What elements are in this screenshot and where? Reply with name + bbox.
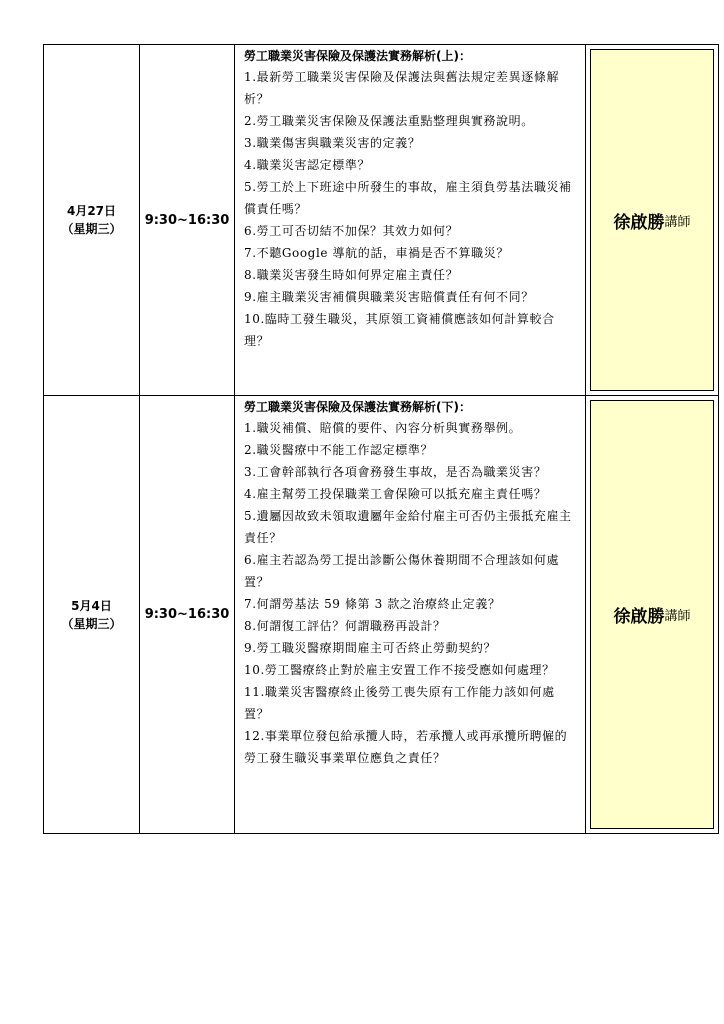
content-cell bbox=[235, 396, 586, 834]
topic-item: 10.臨時工發生職災，其原領工資補償應該如何計算較合理？ bbox=[244, 312, 555, 348]
teacher-cell bbox=[586, 45, 719, 396]
teacher-title: 講師 bbox=[664, 214, 691, 230]
topic-item: 9.雇主職業災害補償與職業災害賠償責任有何不同？ bbox=[244, 290, 534, 304]
topic-item: 9.勞工職災醫療期間雇主可否終止勞動契約？ bbox=[244, 641, 497, 655]
date-cell bbox=[44, 45, 140, 396]
content-cell bbox=[235, 45, 586, 396]
teacher-box bbox=[590, 400, 714, 829]
teacher-box bbox=[590, 49, 714, 391]
time-cell bbox=[140, 396, 235, 834]
topic-item: 5.遺屬因故致未領取遺屬年金給付雇主可否仍主張抵充雇主責任？ bbox=[244, 509, 572, 545]
teacher-name: 徐啟勝 bbox=[613, 212, 665, 233]
topic-item: 7.不聽Google 導航的話，車禍是否不算職災？ bbox=[244, 246, 509, 260]
topic-item: 2.勞工職業災害保險及保護法重點整理與實務說明。 bbox=[244, 114, 534, 128]
topic-item: 3.工會幹部執行各項會務發生事故，是否為職業災害？ bbox=[244, 465, 547, 479]
session-row bbox=[44, 45, 719, 396]
date-cell bbox=[44, 396, 140, 834]
topic-title: 勞工職業災害保險及保護法實務解析(下)： bbox=[244, 400, 471, 414]
session-date: 5月4日 bbox=[71, 598, 112, 613]
topic-item: 3.職業傷害與職業災害的定義？ bbox=[244, 136, 421, 150]
topic-item: 7.何謂勞基法 59 條第 3 款之治療終止定義？ bbox=[244, 597, 501, 611]
schedule-table bbox=[43, 44, 719, 834]
teacher-name: 徐啟勝 bbox=[613, 607, 665, 627]
topic-item: 6.雇主若認為勞工提出診斷公傷休養期間不合理該如何處置？ bbox=[244, 553, 560, 589]
topic-item: 12.事業單位發包給承攬人時，若承攬人或再承攬所聘僱的勞工發生職災事業單位應負之責任？ bbox=[244, 729, 568, 765]
teacher-cell bbox=[586, 396, 719, 834]
topic-item: 4.職業災害認定標準？ bbox=[244, 158, 371, 172]
topic-item: 1.最新勞工職業災害保險及保護法與舊法規定差異逐條解析？ bbox=[244, 70, 560, 106]
topic-item: 8.何謂復工評估？何謂職務再設計？ bbox=[244, 619, 446, 633]
topic-title: 勞工職業災害保險及保護法實務解析(上)： bbox=[244, 49, 471, 63]
topic-item: 11.職業災害醫療終止後勞工喪失原有工作能力該如何處置？ bbox=[244, 685, 555, 721]
time-cell bbox=[140, 45, 235, 396]
session-date: 4月27日 bbox=[66, 204, 117, 218]
topic-item: 6.勞工可否切結不加保？其效力如何？ bbox=[244, 224, 459, 238]
session-time: 9:30~16:30 bbox=[144, 607, 230, 622]
teacher-title: 講師 bbox=[664, 609, 691, 624]
session-weekday: （星期三） bbox=[61, 616, 122, 631]
topic-item: 4.雇主幫勞工投保職業工會保險可以抵充雇主責任嗎？ bbox=[244, 487, 547, 501]
topic-item: 8.職業災害發生時如何界定雇主責任？ bbox=[244, 268, 459, 282]
topic-item: 2.職災醫療中不能工作認定標準？ bbox=[244, 443, 434, 457]
topic-item: 5.勞工於上下班途中所發生的事故，雇主須負勞基法職災補償責任嗎？ bbox=[244, 180, 572, 216]
session-weekday: （星期三） bbox=[61, 222, 122, 236]
topic-item: 1.職災補償、賠償的要件、內容分析與實務舉例。 bbox=[244, 421, 522, 435]
session-row bbox=[44, 396, 719, 834]
topic-item: 10.勞工醫療終止對於雇主安置工作不接受應如何處理？ bbox=[244, 663, 555, 677]
session-time: 9:30~16:30 bbox=[144, 212, 230, 228]
